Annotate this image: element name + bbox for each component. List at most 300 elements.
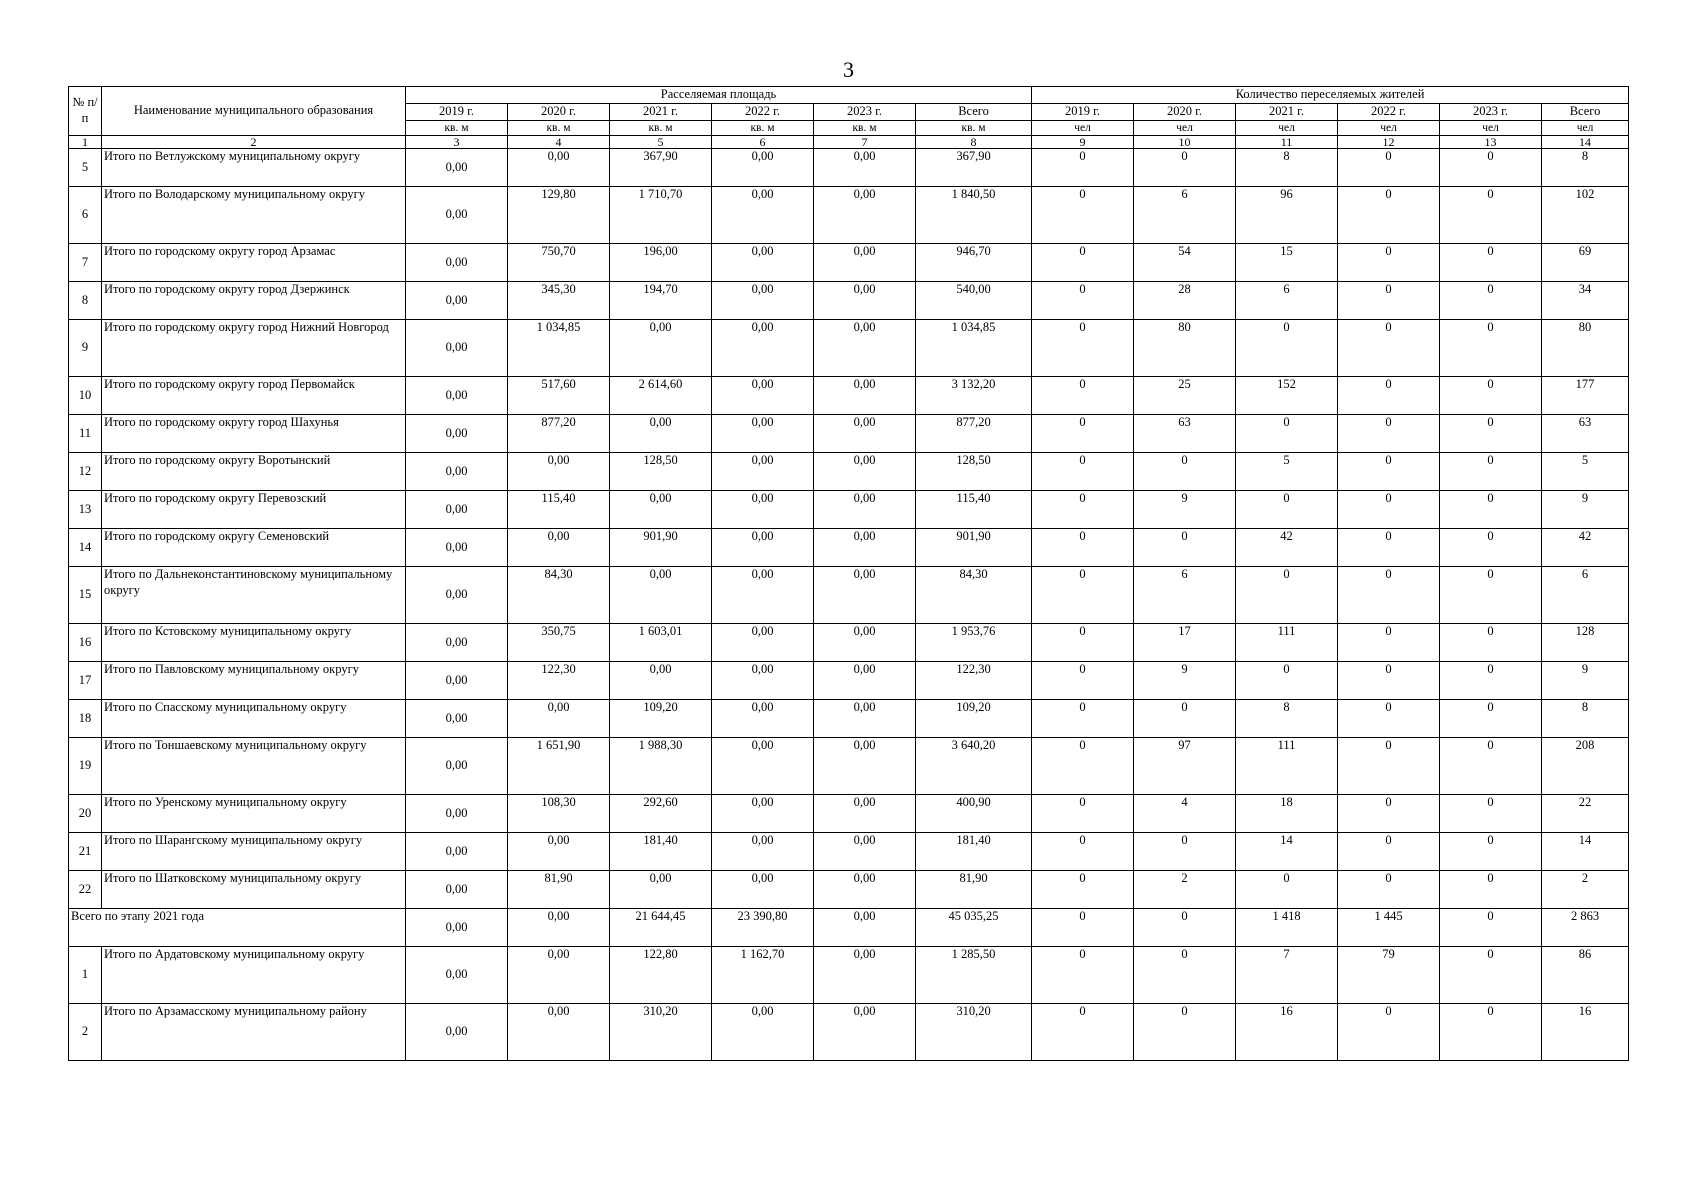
- cell-area: 0,00: [712, 415, 814, 453]
- cell-area: 0,00: [814, 700, 916, 738]
- cell-people: 1 418: [1236, 909, 1338, 947]
- cell-area: 0,00: [814, 187, 916, 244]
- header-column-number: 2: [102, 136, 406, 149]
- row-number: 16: [69, 624, 102, 662]
- cell-area: 196,00: [610, 244, 712, 282]
- cell-people: 0: [1032, 909, 1134, 947]
- header-unit-area: кв. м: [406, 120, 508, 135]
- cell-area: 400,90: [916, 795, 1032, 833]
- cell-people: 0: [1032, 947, 1134, 1004]
- cell-people: 16: [1236, 1004, 1338, 1061]
- cell-area: 345,30: [508, 282, 610, 320]
- cell-area: 0,00: [712, 662, 814, 700]
- row-number: 5: [69, 149, 102, 187]
- cell-people: 6: [1134, 567, 1236, 624]
- cell-people: 69: [1542, 244, 1629, 282]
- cell-area: 0,00: [406, 909, 508, 947]
- cell-people: 6: [1236, 282, 1338, 320]
- header-col-num: № п/п: [69, 87, 102, 136]
- cell-area: 310,20: [916, 1004, 1032, 1061]
- cell-people: 0: [1134, 149, 1236, 187]
- cell-people: 7: [1236, 947, 1338, 1004]
- table-row: [69, 662, 1629, 700]
- cell-people: 0: [1338, 320, 1440, 377]
- cell-area: 0,00: [406, 567, 508, 624]
- cell-area: 108,30: [508, 795, 610, 833]
- cell-people: 0: [1440, 833, 1542, 871]
- cell-people: 0: [1440, 377, 1542, 415]
- cell-area: 0,00: [406, 624, 508, 662]
- table-row: [69, 320, 1629, 377]
- cell-area: 350,75: [508, 624, 610, 662]
- cell-people: 0: [1236, 567, 1338, 624]
- cell-people: 0: [1032, 795, 1134, 833]
- cell-area: 0,00: [406, 662, 508, 700]
- row-number: 22: [69, 871, 102, 909]
- cell-area: 0,00: [712, 453, 814, 491]
- cell-people: 9: [1134, 491, 1236, 529]
- row-name: Итого по Кстовскому муниципальному округу: [102, 624, 406, 662]
- cell-area: 877,20: [508, 415, 610, 453]
- cell-area: 21 644,45: [610, 909, 712, 947]
- row-name: Итого по Дальнеконстантиновскому муниципальному округу: [102, 567, 406, 624]
- cell-area: 1 988,30: [610, 738, 712, 795]
- cell-people: 0: [1032, 1004, 1134, 1061]
- cell-people: 0: [1032, 320, 1134, 377]
- cell-area: 310,20: [610, 1004, 712, 1061]
- resettlement-table: [68, 86, 1629, 1061]
- table-row: [69, 377, 1629, 415]
- cell-area: 84,30: [508, 567, 610, 624]
- header-year-people: 2023 г.: [1440, 104, 1542, 121]
- cell-people: 0: [1440, 529, 1542, 567]
- header-unit-area: кв. м: [610, 120, 712, 135]
- row-name: Итого по городскому округу город Шахунья: [102, 415, 406, 453]
- cell-area: 0,00: [406, 833, 508, 871]
- row-number: 14: [69, 529, 102, 567]
- cell-area: 0,00: [814, 833, 916, 871]
- cell-people: 0: [1032, 738, 1134, 795]
- row-name: Итого по городскому округу Воротынский: [102, 453, 406, 491]
- cell-area: 181,40: [610, 833, 712, 871]
- cell-people: 0: [1032, 833, 1134, 871]
- cell-people: 0: [1134, 833, 1236, 871]
- header-year-area: 2023 г.: [814, 104, 916, 121]
- table-header: [69, 87, 1629, 149]
- cell-people: 0: [1440, 149, 1542, 187]
- cell-area: 946,70: [916, 244, 1032, 282]
- cell-people: 111: [1236, 738, 1338, 795]
- cell-area: 0,00: [406, 149, 508, 187]
- row-number: 10: [69, 377, 102, 415]
- cell-people: 0: [1134, 947, 1236, 1004]
- cell-area: 0,00: [712, 491, 814, 529]
- cell-people: 0: [1338, 187, 1440, 244]
- cell-area: 2 614,60: [610, 377, 712, 415]
- cell-people: 79: [1338, 947, 1440, 1004]
- table-row: [69, 149, 1629, 187]
- cell-area: 0,00: [508, 833, 610, 871]
- cell-people: 0: [1032, 871, 1134, 909]
- cell-people: 0: [1338, 415, 1440, 453]
- cell-people: 28: [1134, 282, 1236, 320]
- cell-people: 54: [1134, 244, 1236, 282]
- header-unit-people: чел: [1542, 120, 1629, 135]
- cell-people: 42: [1236, 529, 1338, 567]
- cell-area: 0,00: [508, 453, 610, 491]
- header-unit-area: кв. м: [916, 120, 1032, 135]
- cell-people: 22: [1542, 795, 1629, 833]
- cell-people: 42: [1542, 529, 1629, 567]
- cell-people: 2: [1542, 871, 1629, 909]
- cell-people: 80: [1134, 320, 1236, 377]
- row-name: Итого по Ветлужскому муниципальному округу: [102, 149, 406, 187]
- cell-area: 81,90: [508, 871, 610, 909]
- cell-area: 877,20: [916, 415, 1032, 453]
- cell-people: 0: [1338, 738, 1440, 795]
- header-year-people: 2019 г.: [1032, 104, 1134, 121]
- cell-people: 0: [1338, 244, 1440, 282]
- header-unit-people: чел: [1134, 120, 1236, 135]
- table-row: [69, 529, 1629, 567]
- cell-people: 0: [1032, 491, 1134, 529]
- table-row: [69, 833, 1629, 871]
- cell-area: 0,00: [508, 149, 610, 187]
- header-year-people: 2022 г.: [1338, 104, 1440, 121]
- cell-people: 0: [1236, 871, 1338, 909]
- header-col-name: Наименование муниципального образования: [102, 87, 406, 136]
- header-unit-area: кв. м: [814, 120, 916, 135]
- cell-people: 0: [1440, 187, 1542, 244]
- table-row: [69, 738, 1629, 795]
- row-name: Итого по Володарскому муниципальному округу: [102, 187, 406, 244]
- cell-people: 0: [1338, 529, 1440, 567]
- cell-area: 1 840,50: [916, 187, 1032, 244]
- cell-area: 0,00: [406, 871, 508, 909]
- table-row: [69, 624, 1629, 662]
- cell-people: 0: [1032, 244, 1134, 282]
- cell-people: 0: [1338, 833, 1440, 871]
- cell-people: 0: [1032, 662, 1134, 700]
- row-name: Итого по Спасскому муниципальному округу: [102, 700, 406, 738]
- cell-people: 0: [1032, 282, 1134, 320]
- cell-area: 129,80: [508, 187, 610, 244]
- header-column-number: 3: [406, 136, 508, 149]
- table-row: [69, 244, 1629, 282]
- cell-people: 8: [1542, 149, 1629, 187]
- cell-people: 9: [1542, 662, 1629, 700]
- cell-people: 0: [1134, 1004, 1236, 1061]
- cell-people: 0: [1440, 624, 1542, 662]
- cell-area: 3 132,20: [916, 377, 1032, 415]
- cell-area: 0,00: [814, 795, 916, 833]
- cell-people: 0: [1440, 738, 1542, 795]
- cell-area: 0,00: [508, 909, 610, 947]
- cell-people: 8: [1542, 700, 1629, 738]
- page-number: 3: [843, 57, 854, 82]
- table-row: [69, 491, 1629, 529]
- cell-people: 0: [1338, 149, 1440, 187]
- cell-people: 0: [1440, 662, 1542, 700]
- cell-people: 128: [1542, 624, 1629, 662]
- cell-people: 0: [1032, 149, 1134, 187]
- header-group-people: Количество переселяемых жителей: [1032, 87, 1629, 104]
- cell-area: 0,00: [508, 1004, 610, 1061]
- header-column-number: 6: [712, 136, 814, 149]
- cell-people: 0: [1236, 662, 1338, 700]
- cell-area: 0,00: [406, 738, 508, 795]
- cell-people: 111: [1236, 624, 1338, 662]
- cell-area: 0,00: [610, 662, 712, 700]
- cell-area: 0,00: [814, 871, 916, 909]
- cell-people: 0: [1440, 1004, 1542, 1061]
- cell-area: 0,00: [814, 529, 916, 567]
- cell-people: 14: [1236, 833, 1338, 871]
- cell-area: 0,00: [712, 149, 814, 187]
- row-name: Итого по Ардатовскому муниципальному округу: [102, 947, 406, 1004]
- cell-area: 0,00: [814, 149, 916, 187]
- header-year-area: 2021 г.: [610, 104, 712, 121]
- cell-area: 122,30: [508, 662, 610, 700]
- cell-area: 0,00: [814, 947, 916, 1004]
- cell-people: 0: [1440, 795, 1542, 833]
- row-number: 1: [69, 947, 102, 1004]
- row-number: 12: [69, 453, 102, 491]
- cell-people: 6: [1542, 567, 1629, 624]
- cell-people: 2 863: [1542, 909, 1629, 947]
- cell-area: 109,20: [916, 700, 1032, 738]
- cell-people: 9: [1542, 491, 1629, 529]
- cell-area: 1 710,70: [610, 187, 712, 244]
- cell-area: 0,00: [814, 567, 916, 624]
- row-number: 18: [69, 700, 102, 738]
- row-total-label: Всего по этапу 2021 года: [69, 909, 406, 947]
- cell-people: 14: [1542, 833, 1629, 871]
- cell-people: 0: [1338, 624, 1440, 662]
- row-number: 9: [69, 320, 102, 377]
- cell-area: 0,00: [712, 738, 814, 795]
- header-year-area: 2022 г.: [712, 104, 814, 121]
- row-number: 13: [69, 491, 102, 529]
- cell-area: 0,00: [814, 453, 916, 491]
- cell-area: 750,70: [508, 244, 610, 282]
- row-number: 7: [69, 244, 102, 282]
- cell-area: 3 640,20: [916, 738, 1032, 795]
- cell-area: 115,40: [508, 491, 610, 529]
- row-name: Итого по Арзамасскому муниципальному району: [102, 1004, 406, 1061]
- cell-area: 0,00: [814, 662, 916, 700]
- cell-area: 0,00: [508, 947, 610, 1004]
- cell-people: 152: [1236, 377, 1338, 415]
- cell-people: 0: [1236, 415, 1338, 453]
- cell-area: 115,40: [916, 491, 1032, 529]
- cell-area: 0,00: [508, 529, 610, 567]
- cell-area: 0,00: [814, 909, 916, 947]
- row-name: Итого по Тоншаевскому муниципальному округу: [102, 738, 406, 795]
- cell-people: 63: [1134, 415, 1236, 453]
- header-unit-people: чел: [1236, 120, 1338, 135]
- table-row: [69, 795, 1629, 833]
- cell-people: 8: [1236, 700, 1338, 738]
- cell-area: 0,00: [610, 320, 712, 377]
- cell-people: 0: [1338, 700, 1440, 738]
- cell-people: 0: [1440, 700, 1542, 738]
- cell-people: 0: [1440, 491, 1542, 529]
- cell-people: 0: [1338, 1004, 1440, 1061]
- table-row: [69, 947, 1629, 1004]
- cell-people: 0: [1032, 567, 1134, 624]
- cell-people: 0: [1032, 187, 1134, 244]
- cell-area: 84,30: [916, 567, 1032, 624]
- cell-area: 0,00: [406, 700, 508, 738]
- cell-area: 0,00: [406, 795, 508, 833]
- cell-area: 81,90: [916, 871, 1032, 909]
- cell-area: 0,00: [814, 1004, 916, 1061]
- cell-people: 4: [1134, 795, 1236, 833]
- cell-people: 0: [1440, 320, 1542, 377]
- cell-people: 0: [1338, 871, 1440, 909]
- cell-people: 0: [1440, 244, 1542, 282]
- cell-area: 0,00: [814, 320, 916, 377]
- cell-people: 6: [1134, 187, 1236, 244]
- header-column-number: 10: [1134, 136, 1236, 149]
- table-row: [69, 567, 1629, 624]
- header-column-number: 14: [1542, 136, 1629, 149]
- cell-area: 109,20: [610, 700, 712, 738]
- cell-area: 0,00: [406, 187, 508, 244]
- cell-area: 0,00: [508, 700, 610, 738]
- cell-area: 194,70: [610, 282, 712, 320]
- header-column-number: 1: [69, 136, 102, 149]
- cell-area: 0,00: [814, 377, 916, 415]
- cell-area: 0,00: [814, 491, 916, 529]
- cell-people: 63: [1542, 415, 1629, 453]
- cell-area: 23 390,80: [712, 909, 814, 947]
- cell-area: 0,00: [712, 282, 814, 320]
- header-group-area: Расселяемая площадь: [406, 87, 1032, 104]
- cell-people: 96: [1236, 187, 1338, 244]
- cell-people: 0: [1032, 700, 1134, 738]
- cell-area: 1 603,01: [610, 624, 712, 662]
- row-number: 21: [69, 833, 102, 871]
- cell-area: 0,00: [406, 244, 508, 282]
- cell-area: 0,00: [712, 244, 814, 282]
- cell-area: 0,00: [814, 624, 916, 662]
- cell-area: 0,00: [712, 833, 814, 871]
- header-unit-area: кв. м: [712, 120, 814, 135]
- cell-area: 1 651,90: [508, 738, 610, 795]
- row-number: 8: [69, 282, 102, 320]
- header-year-people: Всего: [1542, 104, 1629, 121]
- cell-people: 0: [1032, 377, 1134, 415]
- row-number: 2: [69, 1004, 102, 1061]
- cell-people: 0: [1338, 491, 1440, 529]
- cell-people: 0: [1440, 282, 1542, 320]
- cell-area: 1 953,76: [916, 624, 1032, 662]
- cell-area: 0,00: [814, 738, 916, 795]
- cell-people: 17: [1134, 624, 1236, 662]
- cell-people: 0: [1338, 282, 1440, 320]
- row-number: 17: [69, 662, 102, 700]
- cell-area: 45 035,25: [916, 909, 1032, 947]
- cell-area: 0,00: [406, 947, 508, 1004]
- cell-people: 0: [1032, 415, 1134, 453]
- cell-people: 0: [1134, 529, 1236, 567]
- cell-people: 0: [1338, 567, 1440, 624]
- header-column-number: 7: [814, 136, 916, 149]
- table-row: [69, 700, 1629, 738]
- cell-area: 901,90: [610, 529, 712, 567]
- cell-people: 0: [1440, 909, 1542, 947]
- header-column-number: 4: [508, 136, 610, 149]
- header-year-area: 2019 г.: [406, 104, 508, 121]
- cell-people: 0: [1032, 624, 1134, 662]
- cell-area: 0,00: [712, 871, 814, 909]
- cell-area: 122,30: [916, 662, 1032, 700]
- cell-area: 0,00: [610, 491, 712, 529]
- cell-people: 16: [1542, 1004, 1629, 1061]
- row-name: Итого по Шатковскому муниципальному округу: [102, 871, 406, 909]
- cell-people: 1 445: [1338, 909, 1440, 947]
- header-column-number: 5: [610, 136, 712, 149]
- header-unit-people: чел: [1440, 120, 1542, 135]
- cell-people: 0: [1338, 795, 1440, 833]
- cell-people: 25: [1134, 377, 1236, 415]
- row-number: 20: [69, 795, 102, 833]
- table-row-total: [69, 909, 1629, 947]
- table-row: [69, 187, 1629, 244]
- header-column-numbers-row: [69, 136, 1629, 149]
- row-name: Итого по городскому округу город Первомайск: [102, 377, 406, 415]
- row-name: Итого по городскому округу город Нижний Новгород: [102, 320, 406, 377]
- table-row: [69, 453, 1629, 491]
- header-column-number: 9: [1032, 136, 1134, 149]
- table-body: [69, 149, 1629, 1061]
- cell-people: 0: [1440, 415, 1542, 453]
- row-name: Итого по Уренскому муниципальному округу: [102, 795, 406, 833]
- cell-people: 5: [1236, 453, 1338, 491]
- header-year-area: 2020 г.: [508, 104, 610, 121]
- cell-area: 0,00: [610, 871, 712, 909]
- cell-area: 367,90: [610, 149, 712, 187]
- table-row: [69, 871, 1629, 909]
- cell-area: 181,40: [916, 833, 1032, 871]
- row-name: Итого по городскому округу Перевозский: [102, 491, 406, 529]
- cell-area: 0,00: [712, 377, 814, 415]
- cell-people: 0: [1134, 700, 1236, 738]
- cell-people: 8: [1236, 149, 1338, 187]
- cell-people: 5: [1542, 453, 1629, 491]
- cell-area: 1 034,85: [508, 320, 610, 377]
- cell-area: 1 285,50: [916, 947, 1032, 1004]
- cell-area: 0,00: [712, 624, 814, 662]
- cell-area: 0,00: [610, 415, 712, 453]
- cell-area: 0,00: [406, 453, 508, 491]
- cell-people: 9: [1134, 662, 1236, 700]
- table-row: [69, 415, 1629, 453]
- cell-people: 0: [1134, 909, 1236, 947]
- row-name: Итого по городскому округу город Дзержинск: [102, 282, 406, 320]
- cell-area: 517,60: [508, 377, 610, 415]
- header-year-people: 2020 г.: [1134, 104, 1236, 121]
- cell-people: 80: [1542, 320, 1629, 377]
- cell-area: 1 034,85: [916, 320, 1032, 377]
- cell-area: 1 162,70: [712, 947, 814, 1004]
- cell-people: 34: [1542, 282, 1629, 320]
- cell-area: 0,00: [406, 415, 508, 453]
- cell-people: 18: [1236, 795, 1338, 833]
- header-unit-people: чел: [1032, 120, 1134, 135]
